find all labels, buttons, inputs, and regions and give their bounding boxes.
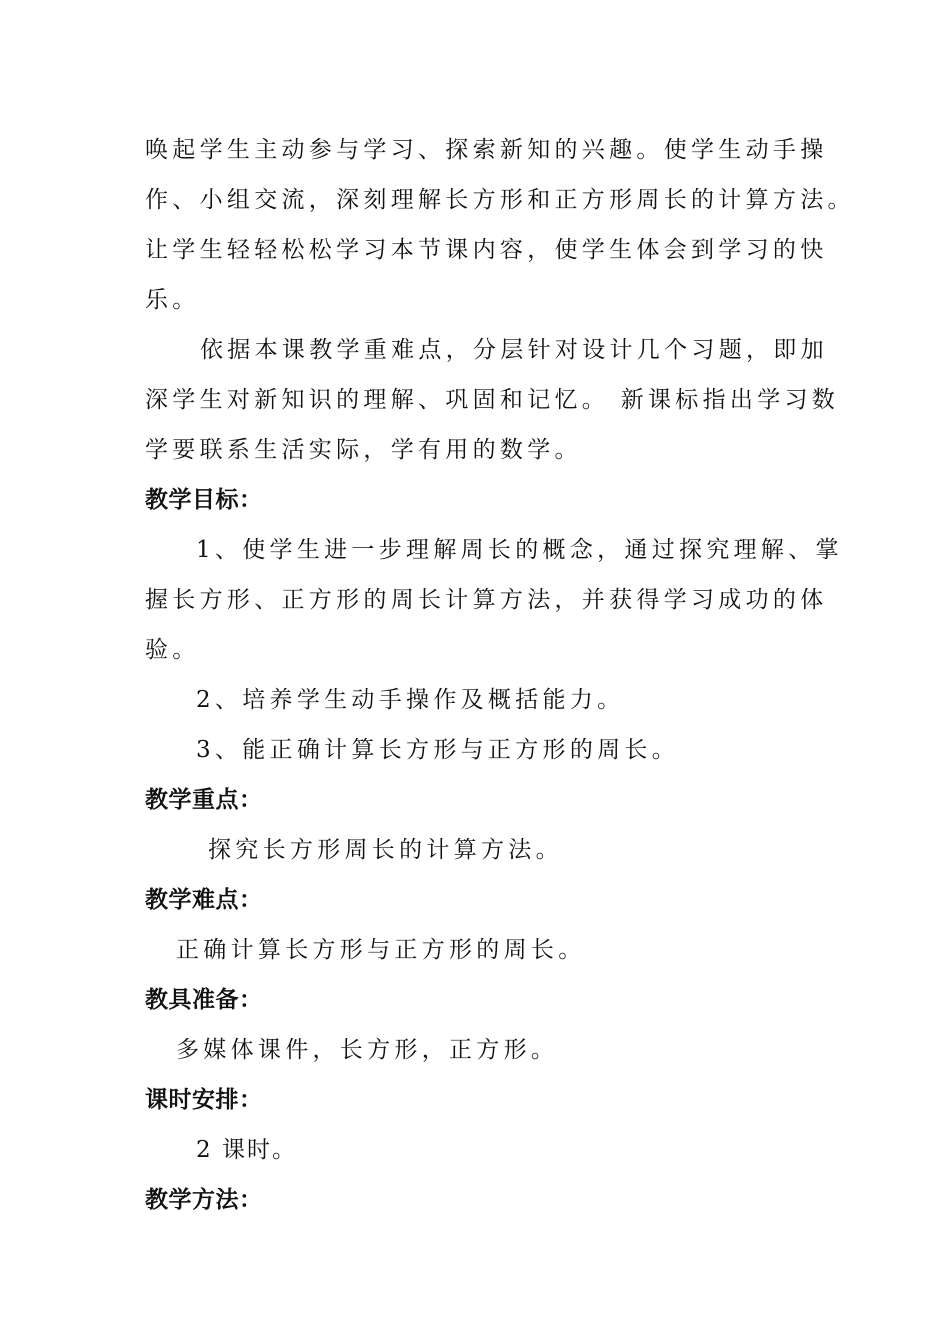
schedule-text: 2 课时。 (196, 1137, 297, 1163)
key-point-heading: 教学重点： (145, 787, 263, 813)
key-point-text: 探究长方形周长的计算方法。 (208, 837, 563, 863)
intro-line: 让学生轻轻松松学习本节课内容，使学生体会到学习的快 (145, 237, 828, 263)
design-line: 依据本课教学重难点，分层针对设计几个习题，即加 (200, 337, 828, 363)
methods-heading: 教学方法： (145, 1187, 263, 1213)
difficulty-text: 正确计算长方形与正方形的周长。 (176, 937, 586, 963)
objectives-heading: 教学目标： (145, 487, 263, 513)
intro-line: 唤起学生主动参与学习、探索新知的兴趣。使学生动手操 (145, 137, 828, 163)
objective-item-3: 3、能正确计算长方形与正方形的周长。 (196, 737, 680, 763)
materials-heading: 教具准备： (145, 987, 263, 1013)
materials-text: 多媒体课件，长方形，正方形。 (176, 1037, 559, 1063)
objective-item-1-cont: 验。 (145, 637, 200, 663)
objective-item-1: 1、使学生进一步理解周长的概念，通过探究理解、掌 (196, 537, 843, 563)
design-line: 深学生对新知识的理解、巩固和记忆。 新课标指出学习数 (145, 387, 840, 413)
intro-line: 乐。 (145, 287, 200, 313)
intro-line: 作、小组交流，深刻理解长方形和正方形周长的计算方法。 (145, 187, 855, 213)
objective-item-1-cont: 握长方形、正方形的周长计算方法，并获得学习成功的体 (145, 587, 828, 613)
schedule-heading: 课时安排： (145, 1087, 263, 1113)
difficulty-heading: 教学难点： (145, 887, 263, 913)
design-line: 学要联系生活实际，学有用的数学。 (145, 437, 582, 463)
objective-item-2: 2、培养学生动手操作及概括能力。 (196, 687, 625, 713)
